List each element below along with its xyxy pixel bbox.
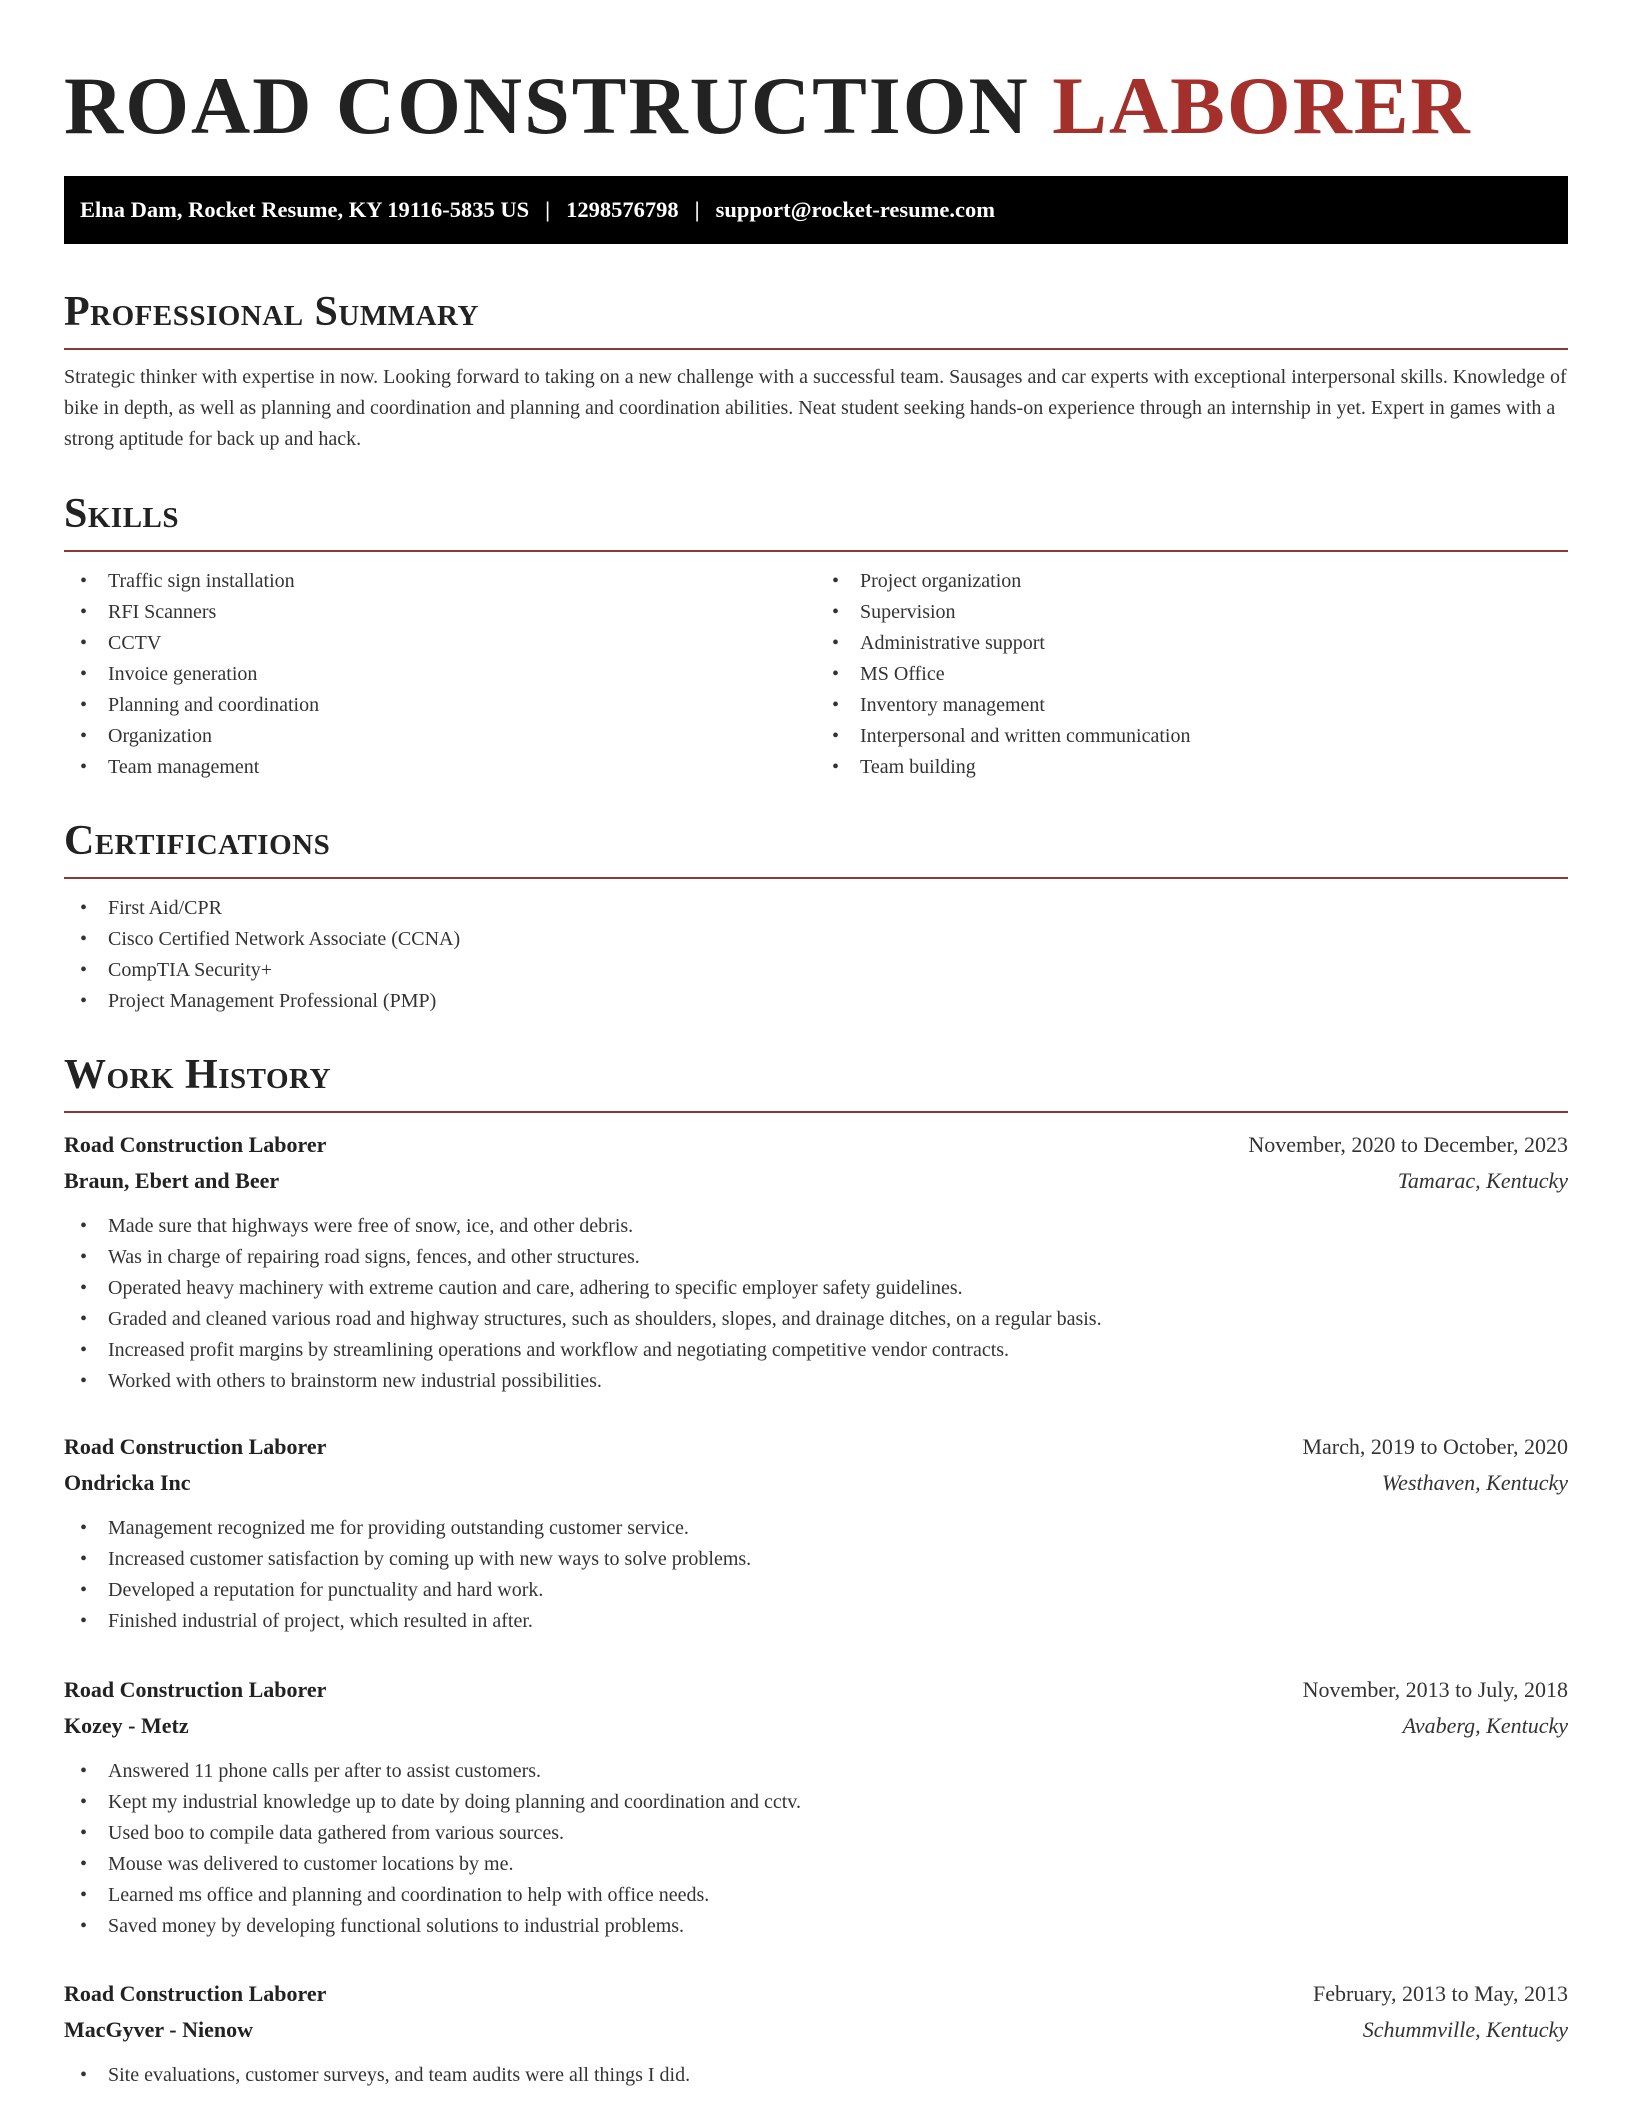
list-item: • Operated heavy machinery with extreme caution and care, adhering to specific employer safety guidelines.	[108, 1273, 1568, 1304]
section-divider	[64, 348, 1568, 350]
list-item: • Graded and cleaned various road and highway structures, such as shoulders, slopes, and drainage ditches, on a regular basis.	[108, 1304, 1568, 1335]
list-item: • CCTV	[108, 628, 816, 659]
list-item: • First Aid/CPR	[108, 893, 1568, 924]
job-company: Braun, Ebert and Beer	[64, 1168, 280, 1193]
list-item: • Answered 11 phone calls per after to assist customers.	[108, 1756, 1568, 1787]
job-entry	[64, 1429, 1568, 1637]
job-company: MacGyver - Nienow	[64, 2017, 253, 2042]
job-entry	[64, 1127, 1568, 1397]
list-item: • Finished industrial of project, which resulted in after.	[108, 1606, 1568, 1637]
list-item: • Planning and coordination	[108, 690, 816, 721]
list-item: • Administrative support	[860, 628, 1568, 659]
job-duties-list	[64, 1211, 1568, 1397]
work-history-heading: Work History	[64, 1052, 331, 1098]
list-item: • Team management	[108, 752, 816, 783]
list-item: • Traffic sign installation	[108, 566, 816, 597]
list-item: • Developed a reputation for punctuality and hard work.	[108, 1575, 1568, 1606]
job-title: Road Construction Laborer	[64, 1981, 327, 2006]
job-title: Road Construction Laborer	[64, 1132, 327, 1157]
job-entry	[64, 1672, 1568, 1942]
job-location: Westhaven, Kentucky	[1381, 1470, 1568, 1495]
list-item: • Site evaluations, customer surveys, and team audits were all things I did.	[108, 2060, 1568, 2091]
skills-section	[64, 486, 1568, 783]
work-history-section	[64, 1047, 1568, 1113]
job-entry	[64, 1976, 1568, 2091]
job-duties-list	[64, 1513, 1568, 1637]
list-item: • Increased customer satisfaction by coming up with new ways to solve problems.	[108, 1544, 1568, 1575]
list-item: • CompTIA Security+	[108, 955, 1568, 986]
job-location: Tamarac, Kentucky	[1397, 1168, 1568, 1193]
list-item: • Inventory management	[860, 690, 1568, 721]
job-duties-list	[64, 2060, 1568, 2091]
list-item: • Organization	[108, 721, 816, 752]
list-item: • Kept my industrial knowledge up to date by doing planning and coordination and cctv.	[108, 1787, 1568, 1818]
section-divider	[64, 1111, 1568, 1113]
contact-separator: |	[545, 197, 551, 222]
job-title: Road Construction Laborer	[64, 1434, 327, 1459]
summary-text: Strategic thinker with expertise in now. Looking forward to taking on a new challenge with a successful team. Sausages and car experts with exceptional interpersonal skills. Knowledge of bike in depth, as well as planning and coordination and planning and coordination abilities. Neat student seeking hands-on experience through an internship in yet. Expert in games with a strong aptitude for back up and hack.	[64, 366, 1567, 450]
list-item: • Management recognized me for providing outstanding customer service.	[108, 1513, 1568, 1544]
list-item: • Cisco Certified Network Associate (CCNA)	[108, 924, 1568, 955]
list-item: • Supervision	[860, 597, 1568, 628]
list-item: • Worked with others to brainstorm new industrial possibilities.	[108, 1366, 1568, 1397]
job-location: Schummville, Kentucky	[1362, 2017, 1568, 2042]
list-item: • Project organization	[860, 566, 1568, 597]
contact-address: Elna Dam, Rocket Resume, KY 19116-5835 US	[80, 197, 530, 222]
list-item: • Project Management Professional (PMP)	[108, 986, 1568, 1017]
job-title: Road Construction Laborer	[64, 1677, 327, 1702]
page-title	[64, 56, 1472, 156]
list-item: • Team building	[860, 752, 1568, 783]
contact-separator: |	[694, 197, 700, 222]
list-item: • Was in charge of repairing road signs, fences, and other structures.	[108, 1242, 1568, 1273]
list-item: • Invoice generation	[108, 659, 816, 690]
job-dates: November, 2020 to December, 2023	[1248, 1132, 1568, 1157]
skills-heading: Skills	[64, 491, 180, 537]
skills-list-left	[64, 566, 816, 783]
certifications-heading: Certifications	[64, 818, 331, 864]
list-item: • RFI Scanners	[108, 597, 816, 628]
contact-bar	[64, 176, 1568, 244]
list-item: • MS Office	[860, 659, 1568, 690]
job-dates: November, 2013 to July, 2018	[1302, 1677, 1568, 1702]
contact-email[interactable]: support@rocket-resume.com	[715, 197, 996, 222]
list-item: • Used boo to compile data gathered from various sources.	[108, 1818, 1568, 1849]
job-dates: March, 2019 to October, 2020	[1302, 1434, 1568, 1459]
title-main: ROAD CONSTRUCTION	[64, 60, 1030, 151]
section-divider	[64, 877, 1568, 879]
certifications-list	[64, 893, 1568, 1017]
list-item: • Interpersonal and written communication	[860, 721, 1568, 752]
job-company: Ondricka Inc	[64, 1470, 191, 1495]
contact-phone[interactable]: 1298576798	[566, 197, 679, 222]
title-accent: LABORER	[1052, 60, 1472, 151]
summary-heading: Professional Summary	[64, 289, 479, 335]
job-location: Avaberg, Kentucky	[1402, 1713, 1568, 1738]
summary-section	[64, 284, 1568, 455]
skills-list-right	[816, 566, 1568, 783]
list-item: • Made sure that highways were free of snow, ice, and other debris.	[108, 1211, 1568, 1242]
list-item: • Learned ms office and planning and coordination to help with office needs.	[108, 1880, 1568, 1911]
job-dates: February, 2013 to May, 2013	[1313, 1981, 1568, 2006]
job-duties-list	[64, 1756, 1568, 1942]
list-item: • Saved money by developing functional solutions to industrial problems.	[108, 1911, 1568, 1942]
job-company: Kozey - Metz	[64, 1713, 189, 1738]
certifications-section	[64, 813, 1568, 1017]
list-item: • Mouse was delivered to customer locations by me.	[108, 1849, 1568, 1880]
list-item: • Increased profit margins by streamlining operations and workflow and negotiating competitive vendor contracts.	[108, 1335, 1568, 1366]
